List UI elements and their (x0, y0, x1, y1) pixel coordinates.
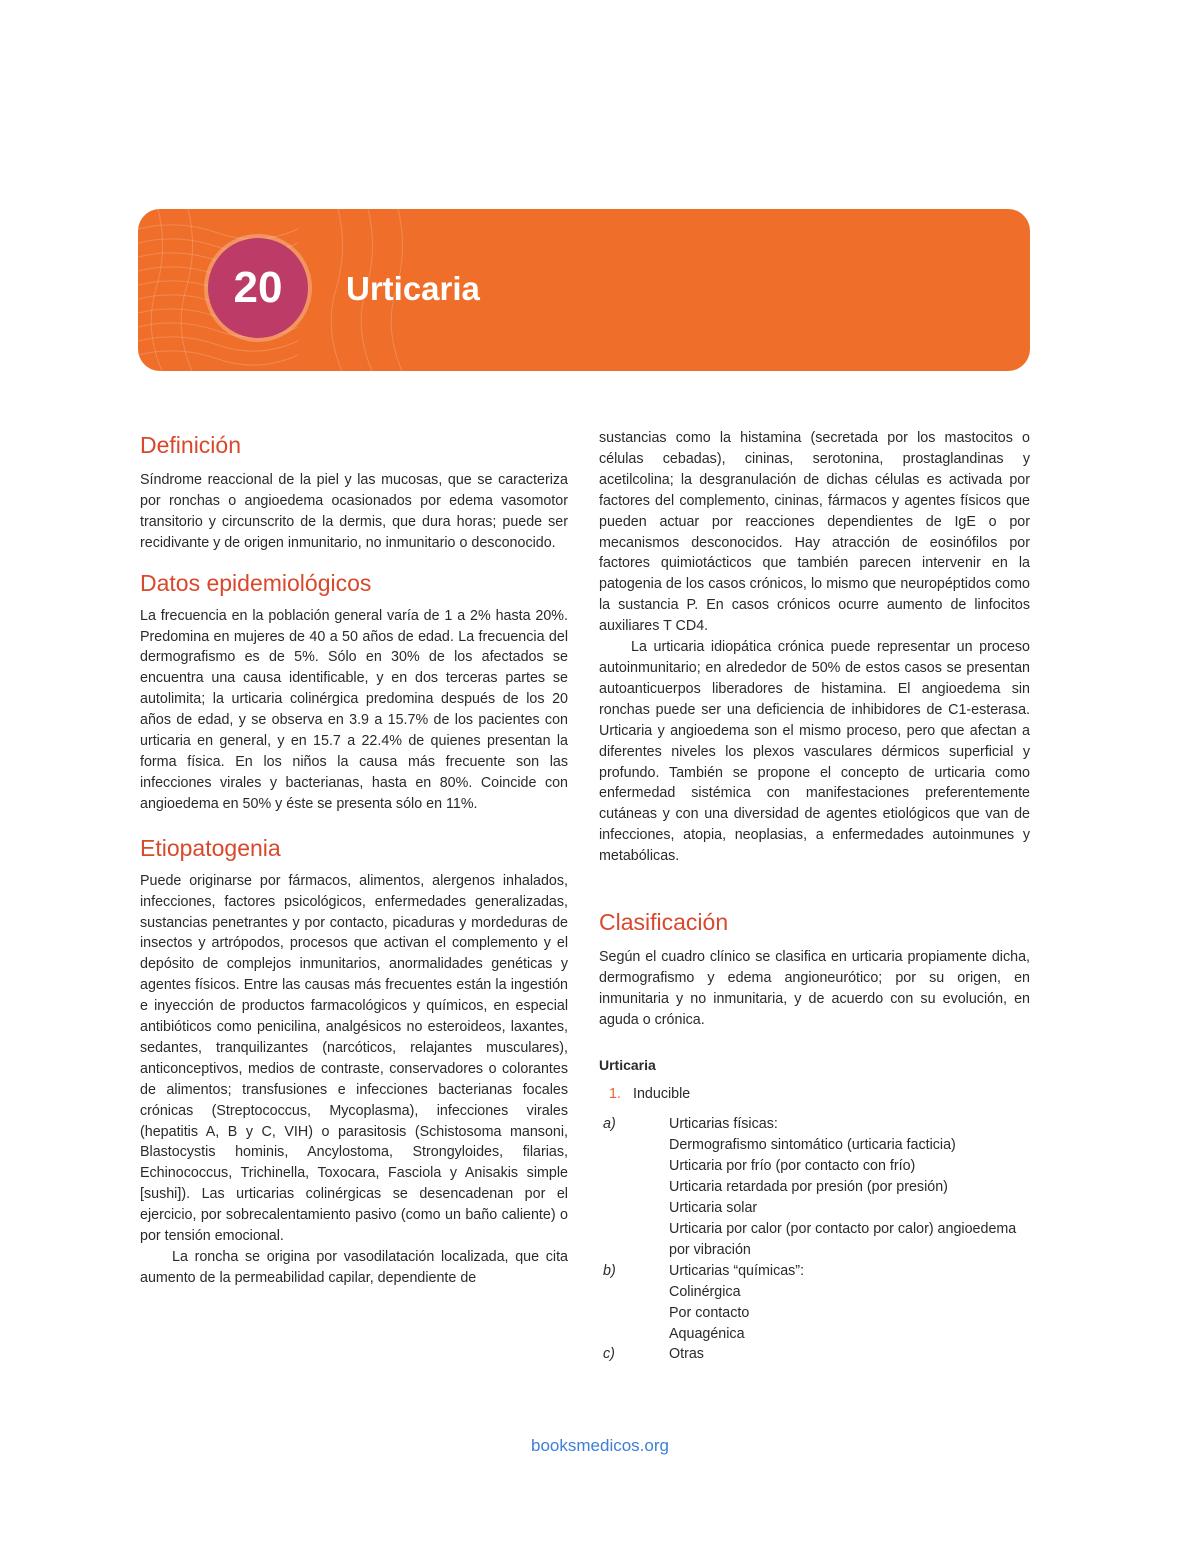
heading-definicion: Definición (140, 432, 241, 458)
chapter-number: 20 (233, 263, 283, 312)
chapter-word: CAPÍTULO (102, 217, 133, 363)
subheading-urticaria: Urticaria (599, 1056, 656, 1073)
list-item: Colinérgica (669, 1283, 741, 1300)
sublist-label: Urticarias “químicas”: (669, 1262, 805, 1279)
list-label: Inducible (633, 1085, 691, 1102)
footer-link[interactable]: booksmedicos.org (531, 1436, 669, 1455)
sublist-letter: b) (603, 1262, 616, 1279)
sublist-letter: c) (603, 1346, 615, 1363)
definicion-text: Síndrome reaccional de la piel y las mucosas, que se caracteriza por ronchas o angioedema ocasionados por edema vasomotor transitorio y circunscrito de la dermis, que dura horas; puede ser recidivante y de origen inmunitario, no inmunitario o desconocido. (140, 472, 568, 551)
heading-etiopatogenia: Etiopatogenia (140, 834, 281, 861)
left-column (140, 430, 568, 1289)
list-item: Urticaria retardada por presión (por presión) (669, 1179, 948, 1196)
chapter-title: Urticaria (346, 270, 480, 307)
sublist-b (599, 1261, 1030, 1345)
epidemiologia-text: La frecuencia en la población general varía de 1 a 2% hasta 20%. Predomina en mujeres de 40 a 50 años de edad. La frecuencia del dermografismo es de 5%. Sólo en 30% de los afectados se encuentra una causa identificable, y en dos terceras partes se autolimita; la urticaria colinérgica predomina después de los 20 años de edad, y se observa en 3.9 a 15.7% de los pacientes con urticaria en general, y en 15.7 a 22.4% de quienes presentan la forma física. En los niños la causa más frecuente son las infecciones virales y bacterianas, hasta en 80%. Coincide con angioedema en 50% y éste se presenta sólo en 11%. (140, 607, 568, 812)
list-item: Urticaria por calor (por contacto por calor) angioedema por vibración (669, 1221, 1017, 1258)
etiopatogenia-p2: La roncha se origina por vasodilatación localizada, que cita aumento de la permeabilidad capilar, dependiente de (140, 1249, 568, 1286)
clasificacion-text: Según el cuadro clínico se clasifica en urticaria propiamente dicha, dermografismo y edema angioneurótico; por su origen, en inmunitaria y no inmunitaria, y de acuerdo con su evolución, en aguda o crónica. (599, 949, 1030, 1028)
list-item-inducible (599, 1084, 1030, 1105)
etiopatogenia-p1: Puede originarse por fármacos, alimentos, alergenos inhalados, infecciones, factores psicológicos, enfermedades generalizadas, sustancias penetrantes y por contacto, picaduras y mordeduras de insectos y artrópodos, procesos que activan el complemento y el depósito de complejos inmunitarios, anormalidades genéticas y agentes físicos. Entre las causas más frecuentes están la ingestión e inyección de productos farmacológicos y químicos, en especial antibióticos como penicilina, analgésicos no esteroideos, laxantes, sedantes, tranquilizantes (narcóticos, relajantes musculares), anticonceptivos, medios de contraste, conservadores o colorantes de alimentos; transfusiones e infecciones bacterianas focales crónicas (Streptococcus, Mycoplasma), infecciones virales (hepatitis A, B y C, VIH) o parasitosis (Schistosoma mansoni, Blastocystis hominis, Ancylostoma, Strongyloides, filarias, Echinococcus, Trichinella, Toxocara, Fasciola y Anisakis simple [sushi]). Las urticarias colinérgicas se desencadenan por el ejercicio, por sobrecalentamiento pasivo (como un baño caliente) o por tensión emocional. (140, 872, 568, 1245)
list-item: Urticaria solar (669, 1200, 758, 1217)
etiopatogenia-p3: sustancias como la histamina (secretada por los mastocitos o células cebadas), cininas, serotonina, prostaglandinas y acetilcolina; la desgranulación de dichas células es activada por factores del complemento, cininas, fármacos y agentes físicos que pueden actuar por reacciones dependientes de IgE o por mecanismos desconocidos. Hay atracción de eosinófilos por factores quimiotácticos que también parecen intervenir en la patogenia de los casos crónicos, lo mismo que neuropéptidos como la sustancia P. En casos crónicos ocurre aumento de linfocitos auxiliares T CD4. (599, 430, 1030, 635)
heading-epidemiologia: Datos epidemiológicos (140, 569, 372, 596)
list-item: Aquagénica (669, 1325, 745, 1342)
sublist-c (599, 1344, 1030, 1365)
etiopatogenia-p4: La urticaria idiopática crónica puede representar un proceso autoinmunitario; en alrededor de 50% de estos casos se presentan autoanticuerpos liberadores de histamina. El angioedema sin ronchas puede ser una deficiencia de inhibidores de C1-esterasa. Urticaria y angioedema son el mismo proceso, pero que afectan a diferentes niveles los plexos vasculares dérmicos superficial y profundo. También se propone el concepto de urticaria como enfermedad sistémica con manifestaciones preferentemente cutáneas y con una diversidad de agentes etiológicos que van de infecciones, atopia, neoplasias, a enfermedades autoinmunes y metabólicas. (599, 639, 1030, 865)
heading-clasificacion: Clasificación (599, 909, 729, 936)
right-column (599, 428, 1030, 1365)
list-item: Urticaria por frío (por contacto con frío) (669, 1158, 916, 1175)
sublist-a (599, 1114, 1030, 1260)
list-item: Dermografismo sintomático (urticaria facticia) (669, 1137, 956, 1154)
sublist-letter: a) (603, 1116, 616, 1133)
sublist-label: Urticarias físicas: (669, 1116, 778, 1133)
sublist-label: Otras (669, 1346, 704, 1363)
chapter-number-badge (208, 238, 308, 338)
list-item: Por contacto (669, 1304, 750, 1321)
list-number: 1. (609, 1085, 621, 1102)
